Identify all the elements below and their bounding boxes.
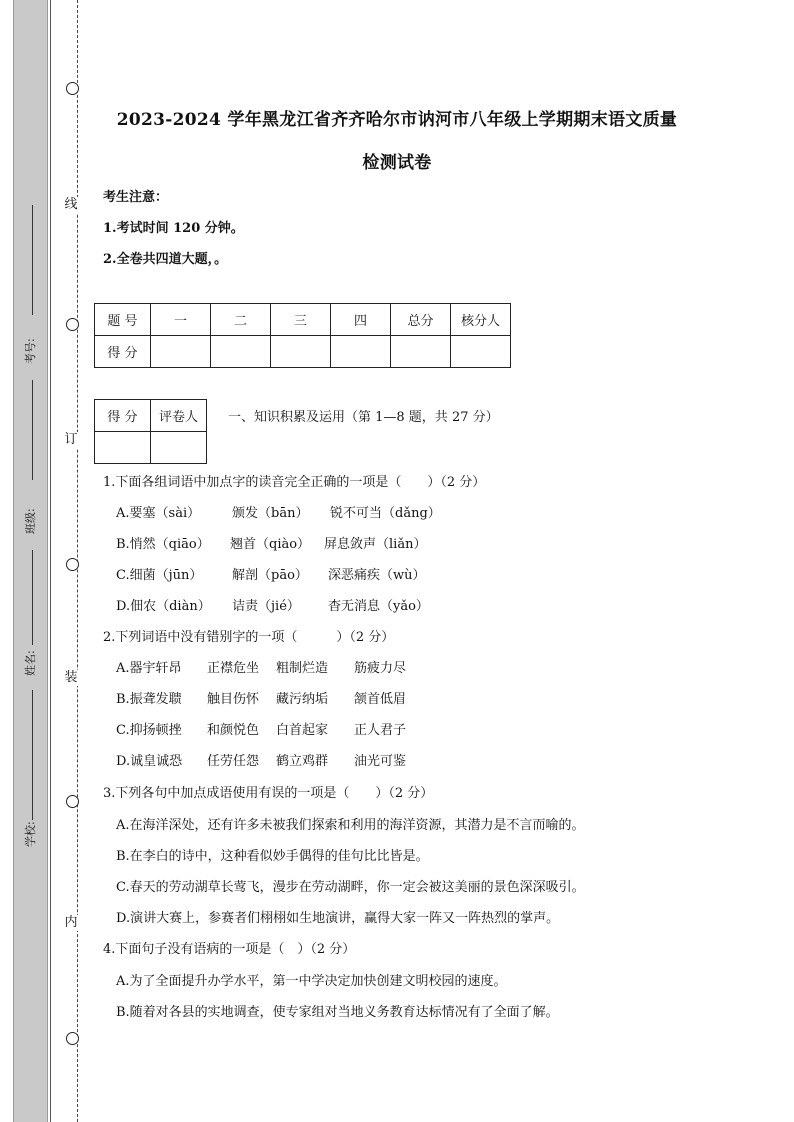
notice-item: 1.考试时间 120 分钟。 bbox=[103, 221, 244, 236]
option-text: 杳无消息（yǎo） bbox=[328, 599, 429, 614]
grader-input-cell[interactable] bbox=[151, 432, 207, 464]
option-text: A.为了全面提升办学水平，第一中学决定加快创建文明校园的速度。 bbox=[116, 974, 507, 989]
option-text: 油光可鉴 bbox=[354, 754, 407, 769]
option-text: 正襟危坐 bbox=[207, 661, 260, 676]
table-cell: 评卷人 bbox=[151, 400, 207, 432]
field-rule bbox=[32, 380, 33, 480]
score-input-cell[interactable] bbox=[391, 336, 451, 368]
score-input-cell[interactable] bbox=[271, 336, 331, 368]
option-text: B.振聋发聩 bbox=[116, 692, 182, 707]
question-stem: 1.下面各组词语中加点字的读音完全正确的一项是（ ）（2 分） bbox=[103, 475, 486, 490]
name-label: 姓名: bbox=[24, 650, 37, 676]
score-input-cell[interactable] bbox=[451, 336, 511, 368]
exam-title-line2: 检测试卷 bbox=[362, 153, 432, 173]
option-text: 和颜悦色 bbox=[207, 723, 260, 738]
gutter-border-line bbox=[50, 0, 51, 1122]
option-text: 锐不可当（dǎng） bbox=[330, 506, 441, 521]
binding-hole bbox=[66, 318, 79, 331]
option-text: 正人君子 bbox=[354, 723, 407, 738]
score-input-cell[interactable] bbox=[95, 432, 151, 464]
question-stem: 4.下面句子没有语病的一项是（ ）（2 分） bbox=[103, 942, 356, 957]
option-text: C.春天的劳动湖草长莺飞，漫步在劳动湖畔，你一定会被这美丽的景色深深吸引。 bbox=[116, 880, 585, 895]
score-input-cell[interactable] bbox=[211, 336, 271, 368]
option-text: 筋疲力尽 bbox=[354, 661, 407, 676]
section-heading: 一、知识积累及运用（第 1—8 题，共 27 分） bbox=[228, 410, 499, 425]
option-text: B.随着对各县的实地调查，使专家组对当地义务教育达标情况有了全面了解。 bbox=[116, 1005, 559, 1020]
binding-char-nei: 内 bbox=[64, 915, 78, 930]
binding-gutter bbox=[13, 0, 48, 1122]
table-cell: 得 分 bbox=[95, 336, 151, 368]
notice-item: 2.全卷共四道大题，。 bbox=[103, 252, 228, 267]
option-text: A.要塞（sài） bbox=[116, 506, 201, 521]
binding-hole bbox=[66, 795, 79, 808]
option-text: B.悄然（qiāo） bbox=[116, 537, 210, 552]
score-table-header bbox=[95, 304, 511, 336]
option-text: 屏息敛声（liǎn） bbox=[324, 537, 427, 552]
option-text: 藏污纳垢 bbox=[276, 692, 329, 707]
table-cell: 三 bbox=[271, 304, 331, 336]
notice-heading: 考生注意： bbox=[103, 190, 169, 205]
option-text: 颔首低眉 bbox=[354, 692, 407, 707]
option-text: 诘责（jié） bbox=[232, 599, 300, 614]
table-cell: 核分人 bbox=[451, 304, 511, 336]
option-text: B.在李白的诗中，这种看似妙手偶得的佳句比比皆是。 bbox=[116, 849, 429, 864]
score-input-cell[interactable] bbox=[331, 336, 391, 368]
table-cell: 总分 bbox=[391, 304, 451, 336]
exam-number-label: 考号: bbox=[24, 338, 37, 364]
exam-title: 2023-2024 学年黑龙江省齐齐哈尔市讷河市八年级上学期期末语文质量 bbox=[116, 110, 678, 130]
table-cell: 题 号 bbox=[95, 304, 151, 336]
binding-hole bbox=[66, 558, 79, 571]
option-text: D.佃农（diàn） bbox=[116, 599, 211, 614]
binding-char-zhuang: 装 bbox=[64, 670, 78, 685]
score-table bbox=[94, 303, 511, 368]
binding-hole bbox=[66, 1032, 79, 1045]
option-text: 翘首（qiào） bbox=[230, 537, 311, 552]
option-text: A.在海洋深处，还有许多未被我们探索和利用的海洋资源，其潜力是不言而喻的。 bbox=[116, 818, 585, 833]
table-cell: 四 bbox=[331, 304, 391, 336]
field-rule bbox=[32, 205, 33, 315]
option-text: D.演讲大赛上，参赛者们栩栩如生地演讲，赢得大家一阵又一阵热烈的掌声。 bbox=[116, 911, 560, 926]
option-text: D.诚皇诚恐 bbox=[116, 754, 183, 769]
option-text: A.器宇轩昂 bbox=[116, 661, 182, 676]
table-cell: 一 bbox=[151, 304, 211, 336]
binding-hole bbox=[66, 82, 79, 95]
option-text: 触目伤怀 bbox=[207, 692, 260, 707]
class-label: 班级: bbox=[24, 508, 37, 534]
option-text: C.细菌（jūn） bbox=[116, 568, 203, 583]
grader-table bbox=[94, 399, 207, 464]
field-rule bbox=[32, 550, 33, 645]
question-stem: 3.下列各句中加点成语使用有误的一项是（ ）（2 分） bbox=[103, 786, 434, 801]
table-cell: 得 分 bbox=[95, 400, 151, 432]
table-cell: 二 bbox=[211, 304, 271, 336]
option-text: 深恶痛疾（wù） bbox=[328, 568, 426, 583]
binding-char-ding: 订 bbox=[64, 432, 78, 447]
option-text: 粗制烂造 bbox=[276, 661, 329, 676]
question-stem: 2.下列词语中没有错别字的一项（ ）（2 分） bbox=[103, 630, 395, 645]
score-input-cell[interactable] bbox=[151, 336, 211, 368]
field-rule bbox=[32, 690, 33, 820]
binding-char-xian: 线 bbox=[64, 197, 78, 212]
option-text: 白首起家 bbox=[276, 723, 329, 738]
option-text: C.抑扬顿挫 bbox=[116, 723, 182, 738]
option-text: 任劳任怨 bbox=[207, 754, 260, 769]
score-table-row bbox=[95, 336, 511, 368]
option-text: 解剖（pāo） bbox=[232, 568, 308, 583]
option-text: 颁发（bān） bbox=[232, 506, 309, 521]
option-text: 鹤立鸡群 bbox=[276, 754, 329, 769]
school-label: 学校: bbox=[24, 821, 37, 847]
